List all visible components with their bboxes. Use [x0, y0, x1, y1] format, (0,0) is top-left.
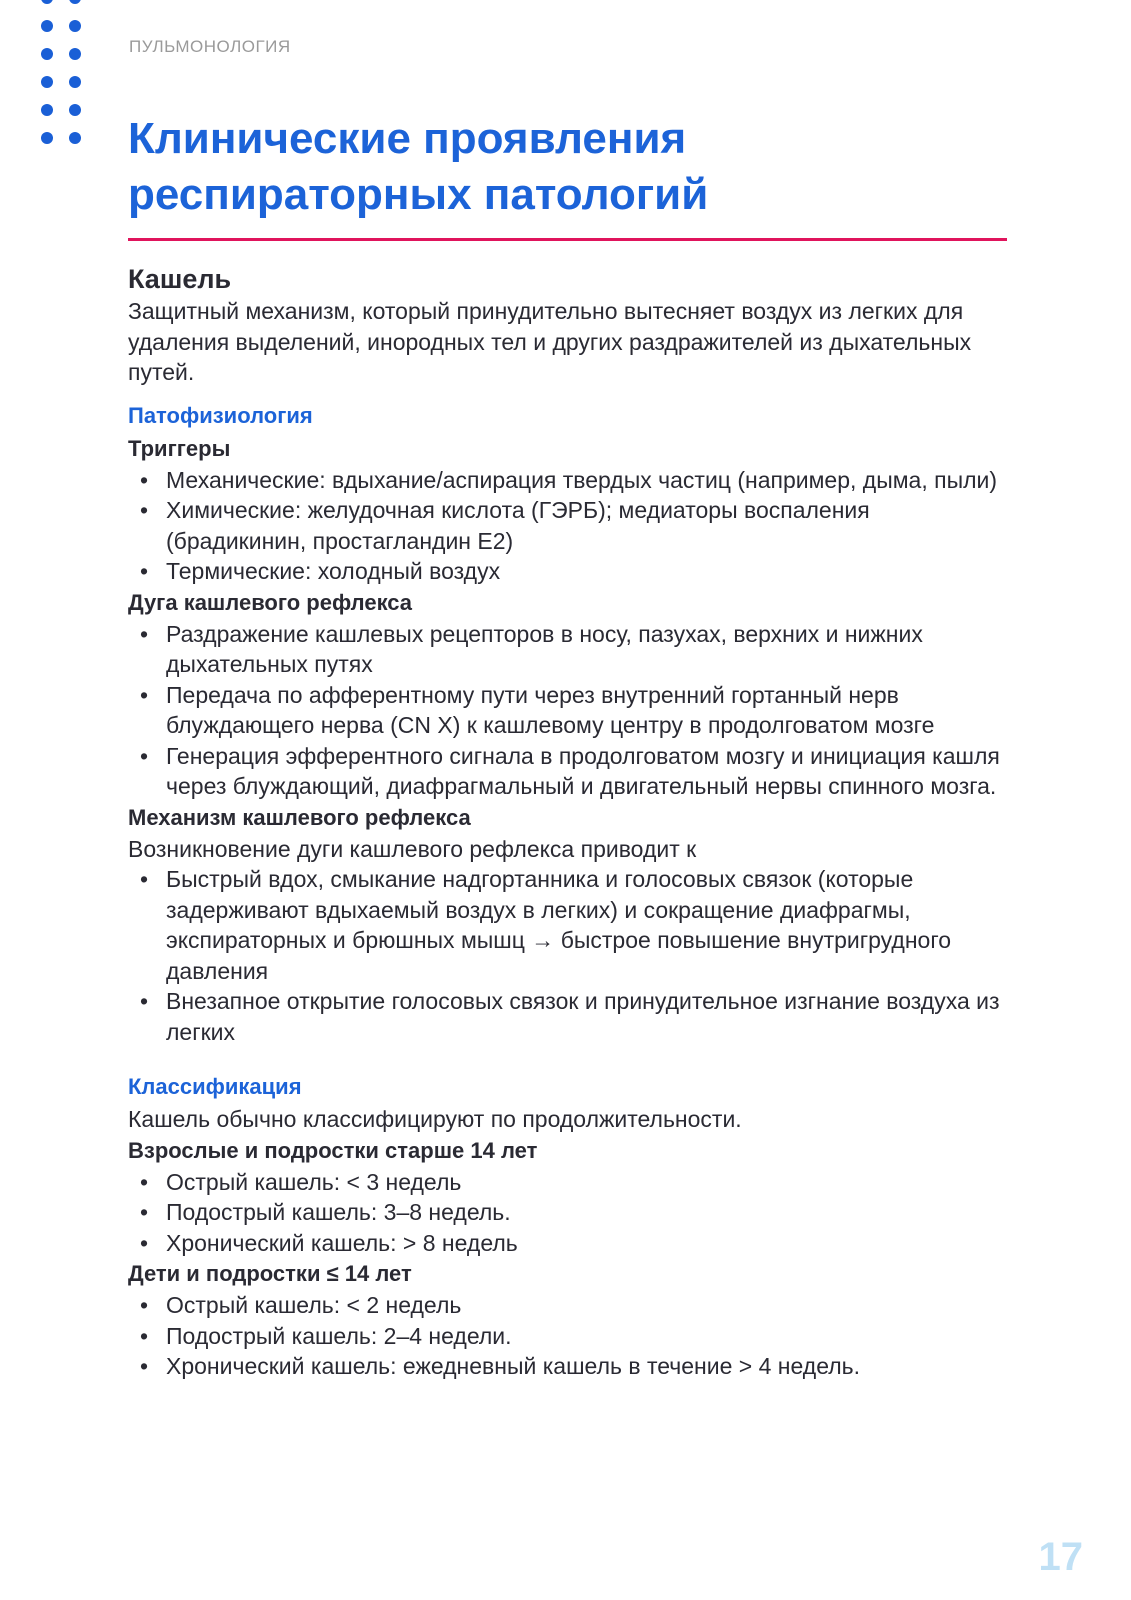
bullet-icon: •: [140, 988, 149, 1014]
mechanism-intro: Возникновение дуги кашлевого рефлекса приводит к: [128, 835, 697, 862]
bullet-icon: •: [140, 1199, 149, 1225]
list-item-text: Быстрый вдох, смыкание надгортанника и голосовых связок (которые задерживают вдыхаемый воздух в легких) и сокращение диафрагмы, экспираторных и брюшных мышц → быстрое повышение внутригрудного давления: [166, 866, 952, 984]
bullet-icon: •: [140, 1229, 149, 1256]
list-item: [128, 619, 1008, 680]
cough-definition: Защитный механизм, который принудительно вытесняет воздух из легких для удаления выделений, инородных тел и других раздражителей из дыхательных путей.: [128, 298, 972, 385]
list-item: [128, 1351, 1008, 1382]
reflex-arc-list: [128, 619, 1008, 802]
classification-heading: Классификация: [128, 1074, 302, 1099]
bullet-icon: •: [140, 620, 149, 647]
page-number: 17: [1038, 1535, 1083, 1579]
adults-list: [128, 1167, 1008, 1259]
bullet-icon: •: [140, 1292, 149, 1318]
list-item-text: Химические: желудочная кислота (ГЭРБ); медиаторы воспаления (брадикинин, простагландин E2): [166, 497, 870, 554]
mechanism-list: [128, 864, 1008, 1047]
list-item: [128, 495, 1008, 556]
bullet-icon: •: [140, 497, 149, 523]
bullet-icon: •: [140, 866, 149, 892]
list-item-text: Внезапное открытие голосовых связок и принудительное изгнание воздуха из легких: [166, 988, 1000, 1045]
list-item-text: Хронический кашель: ежедневный кашель в течение > 4 недель.: [166, 1353, 861, 1379]
list-item-text: Острый кашель: < 2 недель: [166, 1292, 462, 1318]
bullet-icon: •: [140, 466, 149, 493]
list-item-text: Генерация эфферентного сигнала в продолговатом мозгу и инициация кашля через блуждающий, диафрагмальный и двигательный нервы спинного мозга.: [166, 742, 1000, 799]
mechanism-heading: Механизм кашлевого рефлекса: [128, 804, 471, 830]
list-item: [128, 465, 1008, 496]
list-item: [128, 680, 1008, 741]
list-item-text: Хронический кашель: > 8 недель: [166, 1229, 518, 1256]
list-item: [128, 986, 1008, 1047]
title-divider: [128, 238, 1007, 241]
reflex-arc-heading: Дуга кашлевого рефлекса: [128, 589, 413, 615]
adults-heading: Взрослые и подростки старше 14 лет: [128, 1137, 538, 1163]
list-item-text: Механические: вдыхание/аспирация твердых частиц (например, дыма, пыли): [166, 466, 998, 493]
bullet-icon: •: [140, 558, 149, 584]
list-item-text: Раздражение кашлевых рецепторов в носу, пазухах, верхних и нижних дыхательных путях: [166, 620, 923, 677]
list-item: [128, 741, 1008, 802]
bullet-icon: •: [140, 681, 149, 708]
bullet-icon: •: [140, 1353, 149, 1379]
list-item-text: Передача по афферентному пути через внутренний гортанный нерв блуждающего нерва (CN X) к кашлевому центру в продолговатом мозге: [166, 681, 935, 738]
list-item-text: Острый кашель: < 3 недель: [166, 1168, 462, 1195]
triggers-list: [128, 465, 1008, 587]
triggers-heading: Триггеры: [128, 435, 231, 461]
children-list: [128, 1290, 1008, 1382]
list-item-text: Термические: холодный воздух: [166, 558, 501, 584]
list-item: [128, 1167, 1008, 1198]
pathophysiology-heading: Патофизиология: [128, 402, 313, 428]
list-item: [128, 1290, 1008, 1321]
list-item: [128, 1197, 1008, 1228]
list-item: [128, 1228, 1008, 1259]
page-content: [128, 262, 1008, 1382]
bullet-icon: •: [140, 1168, 149, 1195]
list-item-text: Подострый кашель: 3–8 недель.: [166, 1199, 511, 1225]
list-item: [128, 1321, 1008, 1352]
list-item: [128, 864, 1008, 986]
page-title: Клинические проявления респираторных патологий: [128, 114, 709, 219]
classification-intro: Кашель обычно классифицируют по продолжительности.: [128, 1106, 742, 1132]
bullet-icon: •: [140, 1322, 149, 1349]
list-item-text: Подострый кашель: 2–4 недели.: [166, 1322, 512, 1349]
children-heading: Дети и подростки ≤ 14 лет: [128, 1261, 412, 1286]
section-label: ПУЛЬМОНОЛОГИЯ: [129, 37, 291, 56]
list-item: [128, 556, 1008, 587]
bullet-icon: •: [140, 742, 149, 769]
cough-heading: Кашель: [128, 264, 232, 294]
